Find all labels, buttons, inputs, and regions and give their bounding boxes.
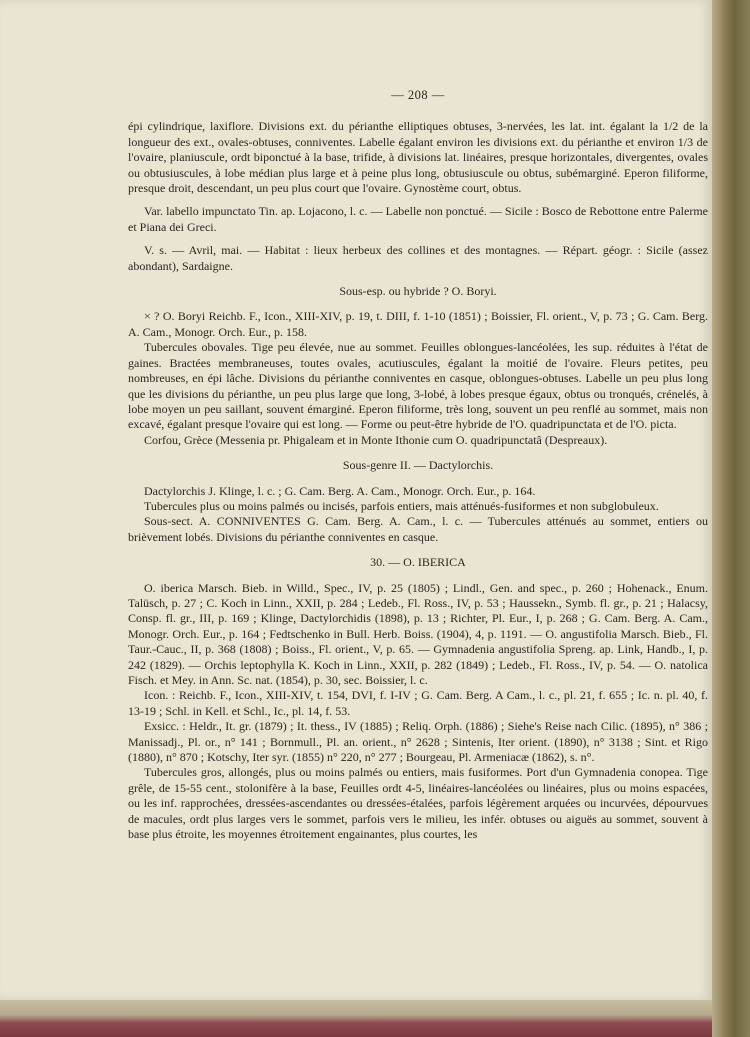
dactylorchis-synonymy: Dactylorchis J. Klinge, l. c. ; G. Cam. Berg. A. Cam., Monogr. Orch. Eur., p. 164. xyxy=(144,483,536,498)
boryi-locality: Corfou, Grèce (Messenia pr. Phigaleam et in Monte Ithonie cum O. quadripunctatâ (Despreaux). xyxy=(144,432,608,447)
habitat-paragraph: V. s. — Avril, mai. — Habitat : lieux herbeux des collines et des montagnes. — Répart. géogr. : Sicile (assez abondant), Sardaigne. xyxy=(128,243,708,273)
subsection-conniventes: Sous-sect. A. CONNIVENTES G. Cam. Berg. A. Cam., l. c. — Tubercules atténués au sommet, entiers ou brièvement lobés. Divisions du périanthe conniventes en casque. xyxy=(128,514,708,544)
iconography-paragraph: Icon. : Reichb. F., Icon., XIII-XIV, t. 154, DVI, f. I-IV ; G. Cam. Berg. A Cam., l. c., pl. 21, f. 655 ; Ic. n. pl. 40, f. 13-19 ; Schl. in Kell. et Schl., Ic., pl. 14, f. 53. xyxy=(128,688,708,718)
boryi-synonymy: × ? O. Boryi Reichb. F., Icon., XIII-XIV, p. 19, t. DIII, f. 1-10 (1851) ; Boissier, Fl. orient., V, p. 73 ; G. Cam. Berg. A. Cam., Monogr. Orch. Eur., p. 158. xyxy=(128,309,708,339)
page-bottom-edge xyxy=(0,1000,712,1037)
iberica-description: Tubercules gros, allongés, plus ou moins palmés ou entiers, mais fusiformes. Port d'un Gymnadenia conopea. Tige grêle, de 15-55 cent., stolonifère à la base, Feuilles ordt 4-5, linéaires-lancéolées ou linéaires, plus ou moins espacées, ou les inf. rapprochées, dressées-ascendantes ou dressées-étalées, parfois légèrement arquées ou incurvées, dépourvues de macules, ordt plus larges vers le sommet, parfois vers le milieu, les infér. obtuses ou aiguës au sommet, souvent à base plus étroite, les moyennes étroitement engainantes, plus courtes, les xyxy=(128,765,708,842)
heading-species-iberica: 30. — O. IBERICA xyxy=(370,555,466,570)
description-continued: épi cylindrique, laxiflore. Divisions ext. du périanthe elliptiques obtuses, 3-nervées, les lat. int. égalant la 1/2 de la longueur des ext., ovales-obtuses, conniventes. Labelle égalant environ les divisions ext. du périanthe et environ 1/3 de l'ovaire, planiuscule, ordt biponctué à la base, trifide, à divisions lat. linéaires, presque horizontales, divergentes, ovales ou obtusiuscules, à lobe médian plus large et à peine plus long, obtusiuscule ou obtus, subémarginé. Eperon filiforme, presque droit, descendant, un peu plus court que l'ovaire. Gynostème court, obtus. xyxy=(128,119,708,196)
iberica-synonymy: O. iberica Marsch. Bieb. in Willd., Spec., IV, p. 25 (1805) ; Lindl., Gen. and spec., p. 260 ; Hohenack., Enum. Talüsch, p. 27 ; C. Koch in Linn., XXII, p. 284 ; Ledeb., Fl. Ross., IV, p. 53 ; Haussekn., Symb. fl. gr., p. 21 ; Halacsy, Consp. fl. gr., III, p. 169 ; Klinge, Dactylorchidis (1898), p. 13 ; Richter, Pl. Eur., I, p. 268 ; G. Cam. Berg. A. Cam., Monogr. Orch. Eur., p. 164 ; Fedtschenko in Bull. Herb. Boiss. (1904), 4, p. 1191. — O. angustifolia Marsch. Bieb., Fl. Taur.-Cauc., II, p. 368 (1808) ; Boiss., Fl. orient., V, p. 65. — Gymnadenia angustifolia Spreng. ap. Link, Handb., I, p. 242 (1829). — Orchis leptophylla K. Koch in Linn., XXII, p. 282 (1849) ; Ledeb., Fl. Ross., IV, p. 54. — O. natolica Fisch. et Mey. in Ann. Sc. nat. (1854), p. 30, sec. Boissier, l. c. xyxy=(128,580,708,687)
exsiccatae-paragraph: Exsicc. : Heldr., It. gr. (1879) ; It. thess., IV (1885) ; Reliq. Orph. (1886) ; Siehe's Reise nach Cilic. (1895), n° 386 ; Manissadj., Pl. or., n° 141 ; Bornmull., Pl. an. orient., n° 2628 ; Sintenis, Iter orient. (1890), n° 3138 ; Sint. et Rigo (1880), n° 870 ; Kotschy, Iter syr. (1855) n° 220, n° 277 ; Bourgeau, Pl. Armeniacæ (1862), s. n°. xyxy=(128,719,708,765)
heading-subgenus: Sous-genre II. — Dactylorchis. xyxy=(342,458,494,473)
variety-paragraph: Var. labello impunctato Tin. ap. Lojacono, l. c. — Labelle non ponctué. — Sicile : Bosco de Rebottone entre Palerme et Piana dei Greci. xyxy=(128,204,708,234)
page-number: — 208 — xyxy=(391,88,445,102)
heading-boryi: Sous-esp. ou hybride ? O. Boryi. xyxy=(339,284,497,299)
boryi-description: Tubercules obovales. Tige peu élevée, nue au sommet. Feuilles oblongues-lancéolées, les sup. réduites à l'état de gaines. Bractées membraneuses, toutes ovales, acutiuscules, égalant la moitié de l'ovaire. Fleurs petites, peu nombreuses, en épi lâche. Divisions du périanthe conniventes en casque, oblongues-obtuses. Labelle un peu plus long que les divisions du périanthe, un peu plus large que long, 3-lobé, à lobes presque égaux, obtus ou tronqués, crénelés, à lobe moyen un peu saillant, souvent émarginé. Eperon filiforme, très long, souvent un peu renflé au sommet, mais non excavé, égalant presque l'ovaire qui est long. — Forme ou peut-être hybride de l'O. quadripunctata et de l'O. picta. xyxy=(128,340,708,432)
dactylorchis-tubers: Tubercules plus ou moins palmés ou incisés, parfois entiers, mais atténués-fusiformes et non subglobuleux. xyxy=(144,498,659,513)
book-binding xyxy=(712,0,750,1037)
page-content xyxy=(128,88,708,842)
